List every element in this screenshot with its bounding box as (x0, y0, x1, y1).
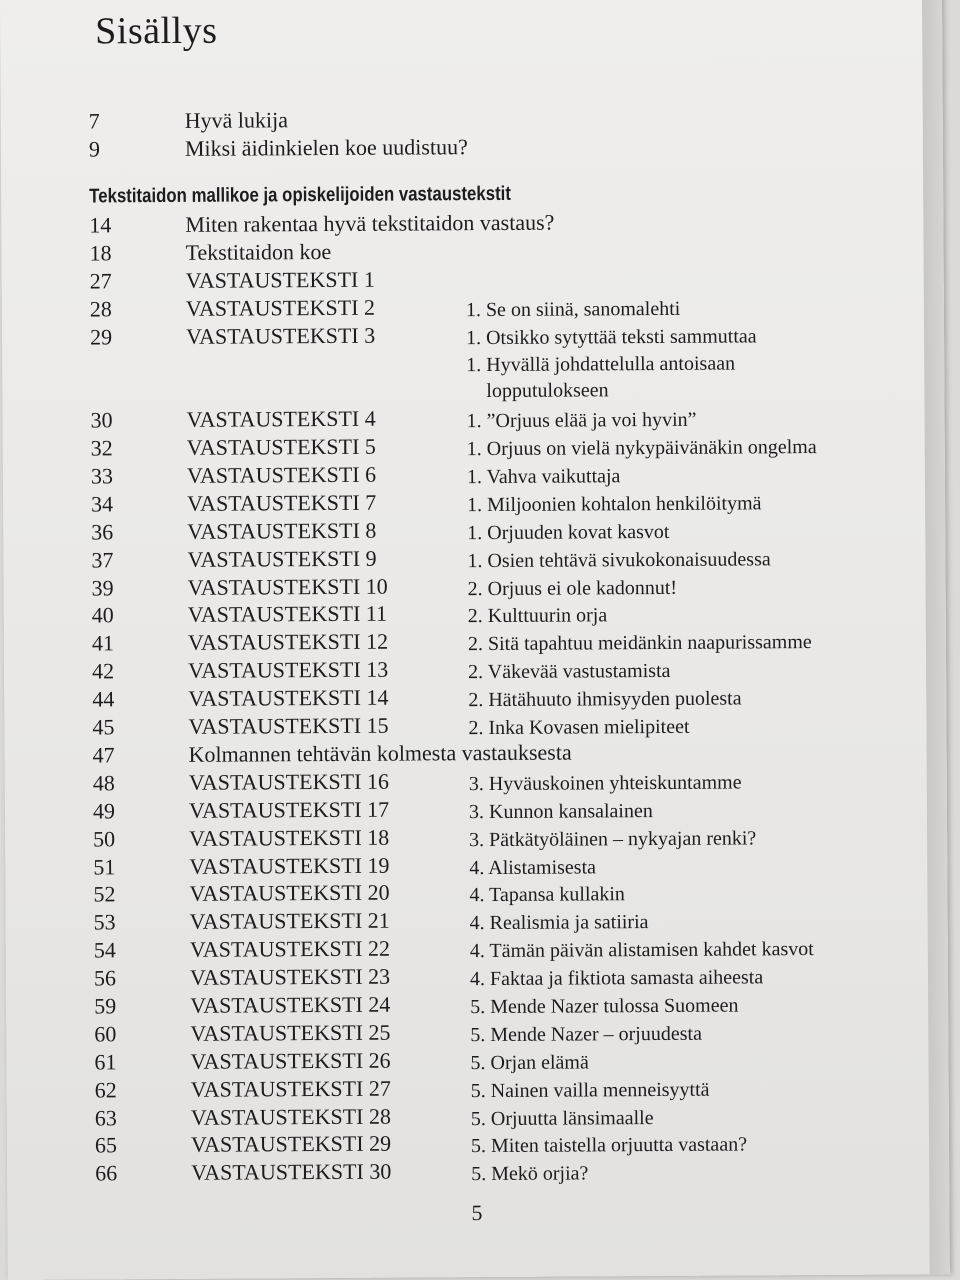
page-number: 49 (92, 798, 116, 824)
answer-text: 4. Tämän päivän alistamisen kahdet kasvot (469, 938, 814, 963)
entry-title: VASTAUSTEKSTI 16 (188, 768, 389, 795)
page-edge (922, 0, 950, 1274)
answer-title (470, 1019, 890, 1048)
entry-title: VASTAUSTEKSTI 25 (190, 1019, 391, 1046)
answer-text: 1. Orjuus on vielä nykypäivänäkin ongelma (466, 436, 817, 461)
answer-text: 1. Se on siinä, sanomalehti (465, 297, 681, 321)
answer-title (467, 462, 887, 491)
entry-title: Kolmannen tehtävän kolmesta vastauksesta (188, 739, 572, 767)
answer-title (465, 238, 885, 241)
answer-text: 5. Orjuutta länsimaalle (470, 1106, 654, 1130)
page-number: 47 (92, 742, 115, 768)
answer-text: 5. Mekö orjia? (471, 1162, 589, 1186)
page-number: 56 (93, 965, 117, 991)
answer-text: 5. Mende Nazer – orjuudesta (470, 1022, 702, 1046)
entry-title: VASTAUSTEKSTI 21 (189, 907, 390, 935)
toc-list (89, 209, 817, 1187)
answer-title (469, 796, 889, 825)
answer-title (468, 657, 888, 686)
answer-text: 3. Kunnon kansalainen (468, 799, 653, 823)
page-number: 9 (88, 136, 100, 162)
page-number: 45 (92, 714, 115, 740)
answer-text: 2. Kulttuurin orja (467, 604, 608, 628)
entry-title: VASTAUSTEKSTI 4 (186, 405, 376, 433)
page-number: 14 (89, 212, 112, 238)
section-heading: Tekstitaidon mallikoe ja opiskelijoiden vastaustekstit (89, 182, 511, 208)
entry-title: VASTAUSTEKSTI 17 (188, 796, 390, 823)
entry-title: Tekstitaidon koe (185, 238, 332, 265)
page-number: 32 (90, 435, 113, 461)
page-number: 61 (94, 1049, 117, 1075)
page-number: 36 (91, 519, 114, 545)
page-number: 48 (92, 770, 115, 796)
entry-title: VASTAUSTEKSTI 2 (185, 294, 376, 321)
entry-title: VASTAUSTEKSTI 30 (191, 1158, 392, 1186)
answer-title (468, 629, 888, 658)
entry-title: VASTAUSTEKSTI 15 (188, 712, 389, 739)
page-number: 63 (94, 1104, 117, 1130)
answer-text: 2. Hätähuuto ihmisyyden puolesta (468, 687, 742, 712)
answer-text: 1. Hyvällä johdattelulla antoisaan (466, 352, 736, 377)
page-number: 52 (93, 881, 116, 907)
answer-title (471, 1131, 891, 1160)
entry-title: VASTAUSTEKSTI 1 (185, 266, 375, 293)
page-number: 30 (90, 407, 113, 433)
answer-text: 5. Mende Nazer tulossa Suomeen (470, 994, 739, 1019)
page-number: 27 (89, 268, 112, 294)
answer-title (468, 713, 888, 742)
answer-text: 1. Osien tehtävä sivukokonaisuudessa (467, 548, 771, 572)
answer-title (470, 992, 890, 1021)
answer-title (468, 685, 888, 714)
page-number: 53 (93, 909, 116, 935)
page-number: 34 (91, 491, 114, 517)
answer-title (468, 573, 888, 602)
entry-title: Miten rakentaa hyvä tekstitaidon vastaus? (185, 209, 555, 237)
answer-text: 4. Tapansa kullakin (469, 883, 625, 907)
entry-title: VASTAUSTEKSTI 28 (190, 1103, 392, 1130)
answer-title (470, 908, 890, 937)
answer-title (469, 768, 889, 797)
page-number: 54 (93, 937, 116, 963)
entry-title: VASTAUSTEKSTI 23 (189, 963, 391, 990)
answer-text: 5. Miten taistella orjuutta vastaan? (470, 1133, 748, 1158)
entry-title: VASTAUSTEKSTI 27 (190, 1075, 391, 1102)
entry-title: VASTAUSTEKSTI 11 (187, 601, 388, 628)
page-number: 29 (89, 323, 113, 350)
entry-title: VASTAUSTEKSTI 18 (189, 824, 390, 851)
entry-title: VASTAUSTEKSTI 12 (187, 629, 389, 656)
page-number: 28 (89, 295, 112, 322)
answer-text: 4. Alistamisesta (469, 855, 597, 879)
page-title: Sisällys (95, 9, 218, 53)
page-number: 51 (93, 853, 116, 879)
answer-title (471, 1075, 891, 1104)
answer-text: 1. Miljoonien kohtalon henkilöitymä (467, 492, 762, 517)
page-number: 65 (94, 1132, 118, 1158)
answer-text: 2. Väkevää vastustamista (468, 660, 671, 684)
page-number: 44 (92, 686, 115, 712)
entry-title: VASTAUSTEKSTI 9 (187, 545, 377, 572)
answer-text: 1. Otsikko sytyttää teksti sammuttaa (466, 324, 757, 349)
entry-title: VASTAUSTEKSTI 5 (186, 433, 376, 461)
answer-text: 1. ”Orjuus elää ja voi hyvin” (466, 409, 697, 433)
page-number: 18 (89, 240, 112, 266)
entry-title: Hyvä lukija (184, 107, 289, 133)
answer-title (469, 880, 889, 909)
entry-title: VASTAUSTEKSTI 10 (187, 573, 388, 600)
answer-title (467, 406, 887, 435)
answer-text-continued: lopputulokseen (486, 379, 609, 403)
entry-title: VASTAUSTEKSTI 14 (188, 684, 389, 712)
entry-title: VASTAUSTEKSTI 7 (187, 489, 377, 516)
page-folio: 5 (471, 1200, 483, 1226)
answer-title (471, 1103, 891, 1132)
page-number: 40 (91, 602, 114, 628)
page-number: 66 (95, 1160, 118, 1186)
answer-text: 5. Orjan elämä (470, 1051, 589, 1074)
answer-title (467, 490, 887, 519)
answer-title (467, 434, 887, 463)
answer-title (467, 545, 887, 574)
page-number: 41 (91, 630, 115, 656)
page-number: 59 (94, 993, 117, 1019)
page-number: 37 (91, 547, 114, 573)
entry-title: VASTAUSTEKSTI 8 (187, 517, 377, 544)
answer-title (470, 1047, 890, 1076)
entry-title: VASTAUSTEKSTI 22 (189, 935, 391, 963)
answer-text: 2. Sitä tapahtuu meidänkin naapurissamme (467, 631, 812, 656)
page-number: 42 (92, 658, 115, 684)
answer-text: 1. Orjuuden kovat kasvot (467, 520, 670, 544)
entry-title: VASTAUSTEKSTI 20 (189, 880, 390, 907)
page-number: 60 (94, 1021, 117, 1047)
page-number: 50 (93, 825, 116, 852)
answer-title (466, 266, 886, 269)
answer-title (469, 852, 889, 881)
answer-title (466, 350, 886, 405)
answer-title (470, 936, 890, 965)
page-number: 7 (88, 108, 100, 134)
page-number: 62 (94, 1076, 117, 1103)
answer-title (466, 322, 886, 351)
entry-title: VASTAUSTEKSTI 29 (190, 1131, 392, 1158)
answer-title (469, 824, 889, 853)
answer-text: 3. Hyväuskoinen yhteiskuntamme (468, 771, 742, 795)
answer-title (471, 1159, 891, 1188)
answer-text: 2. Orjuus ei ole kadonnut! (467, 576, 678, 600)
entry-title: VASTAUSTEKSTI 24 (190, 991, 391, 1018)
answer-text: 4. Faktaa ja fiktiota samasta aiheesta (469, 966, 764, 991)
entry-title: VASTAUSTEKSTI 19 (189, 852, 390, 879)
entry-title: Miksi äidinkielen koe uudistuu? (184, 134, 468, 161)
answer-title (470, 964, 890, 993)
answer-title (468, 601, 888, 630)
entry-title: VASTAUSTEKSTI 26 (190, 1047, 391, 1074)
answer-title (466, 294, 886, 323)
entry-title: VASTAUSTEKSTI 6 (186, 461, 377, 488)
page-number: 33 (90, 463, 113, 489)
entry-title: VASTAUSTEKSTI 3 (185, 322, 376, 349)
page-number: 39 (91, 574, 114, 601)
answer-text: 3. Pätkätyöläinen – nykyajan renki? (469, 827, 757, 851)
answer-text: 2. Inka Kovasen mielipiteet (468, 715, 690, 740)
answer-text: 1. Vahva vaikuttaja (466, 465, 621, 489)
entry-title: VASTAUSTEKSTI 13 (188, 656, 389, 684)
answer-title (467, 517, 887, 546)
answer-text: 5. Nainen vailla menneisyyttä (470, 1078, 710, 1102)
answer-text: 4. Realismia ja satiiria (469, 911, 649, 935)
